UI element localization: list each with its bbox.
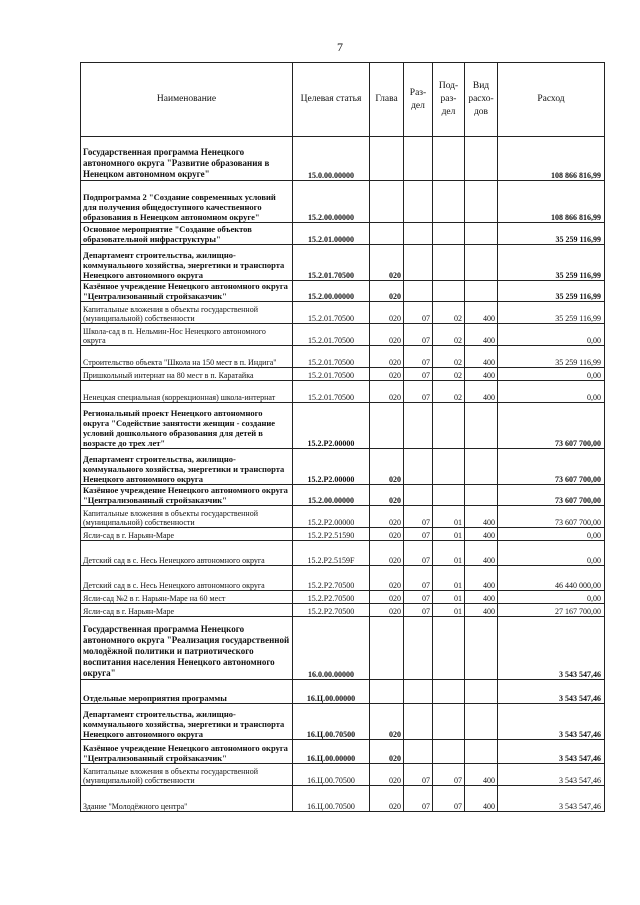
row-target: 16.Ц.00.00000 [293,740,370,764]
row-chapter: 020 [370,506,404,528]
row-chapter [370,181,404,223]
row-subsection [433,281,465,302]
row-chapter: 020 [370,368,404,381]
row-amount: 35 259 116,99 [498,302,605,324]
row-chapter: 020 [370,786,404,812]
row-section [404,617,433,680]
page-number: 7 [337,40,343,54]
row-section: 07 [404,346,433,368]
row-subsection: 02 [433,302,465,324]
row-section [404,704,433,740]
row-section [404,181,433,223]
row-subsection: 02 [433,381,465,403]
row-amount: 3 543 547,46 [498,617,605,680]
row-chapter [370,403,404,449]
row-target: 15.2.P2.51590 [293,528,370,541]
table-row [81,604,605,617]
row-subsection: 02 [433,368,465,381]
row-name: Подпрограмма 2 "Создание современных условий для получения общедоступного качественного образования в Ненецком автономном округе" [81,181,293,223]
row-amount: 73 607 700,00 [498,403,605,449]
row-subsection: 01 [433,591,465,604]
row-target: 16.Ц.00.70500 [293,764,370,786]
row-amount: 35 259 116,99 [498,223,605,245]
row-exp-type [465,740,498,764]
row-exp-type: 400 [465,604,498,617]
row-subsection [433,223,465,245]
row-section [404,281,433,302]
header-section: Раз- дел [404,63,433,137]
row-name: Капитальные вложения в объекты государственной (муниципальной) собственности [81,506,293,528]
row-name: Государственная программа Ненецкого автономного округа "Развитие образования в Ненецком автономном округе" [81,137,293,181]
row-name: Отдельные мероприятия программы [81,680,293,704]
header-amount: Расход [498,63,605,137]
row-exp-type: 400 [465,346,498,368]
row-section [404,449,433,485]
header-subsection: Под- раз- дел [433,63,465,137]
row-target: 15.2.01.70500 [293,368,370,381]
row-target: 16.Ц.00.70500 [293,704,370,740]
row-exp-type: 400 [465,786,498,812]
row-amount: 3 543 547,46 [498,680,605,704]
table-row [81,528,605,541]
table-row [81,346,605,368]
row-target: 15.2.P2.5159F [293,541,370,566]
row-amount: 0,00 [498,541,605,566]
row-chapter: 020 [370,566,404,591]
table-row [81,506,605,528]
row-subsection [433,485,465,506]
row-name: Казённое учреждение Ненецкого автономного округа "Централизованный стройзаказчик" [81,485,293,506]
row-exp-type [465,281,498,302]
row-target: 15.2.P2.00000 [293,403,370,449]
row-amount: 3 543 547,46 [498,786,605,812]
row-chapter: 020 [370,245,404,281]
row-name: Государственная программа Ненецкого автономного округа "Реализация государственной молодёжной политики и патриотического воспитания населения Ненецкого автономного округа" [81,617,293,680]
row-target: 15.2.P2.00000 [293,449,370,485]
row-exp-type: 400 [465,381,498,403]
row-target: 15.2.P2.00000 [293,506,370,528]
row-section: 07 [404,381,433,403]
row-target: 15.2.01.70500 [293,245,370,281]
row-exp-type: 400 [465,528,498,541]
row-name: Казённое учреждение Ненецкого автономного округа "Централизованный стройзаказчик" [81,281,293,302]
row-chapter: 020 [370,485,404,506]
row-name: Казённое учреждение Ненецкого автономного округа "Централизованный стройзаказчик" [81,740,293,764]
row-exp-type [465,403,498,449]
row-subsection: 02 [433,324,465,346]
row-subsection [433,617,465,680]
row-chapter: 020 [370,764,404,786]
row-subsection: 01 [433,528,465,541]
row-target: 15.2.00.00000 [293,181,370,223]
row-exp-type: 400 [465,506,498,528]
row-section: 07 [404,764,433,786]
header-exp-type: Вид расхо- дов [465,63,498,137]
row-section: 07 [404,506,433,528]
row-amount: 0,00 [498,324,605,346]
row-amount: 46 440 000,00 [498,566,605,591]
row-subsection [433,680,465,704]
row-amount: 35 259 116,99 [498,281,605,302]
row-chapter: 020 [370,346,404,368]
row-chapter: 020 [370,324,404,346]
row-exp-type [465,680,498,704]
row-exp-type [465,617,498,680]
row-exp-type: 400 [465,541,498,566]
row-subsection: 01 [433,604,465,617]
table-row [81,368,605,381]
table-row [81,223,605,245]
row-chapter [370,680,404,704]
table-header-row [81,63,605,137]
row-subsection [433,403,465,449]
row-section [404,403,433,449]
row-subsection: 01 [433,566,465,591]
row-amount: 0,00 [498,381,605,403]
row-target: 15.2.P2.70500 [293,604,370,617]
row-section: 07 [404,786,433,812]
row-amount: 0,00 [498,528,605,541]
table-row [81,449,605,485]
row-exp-type: 400 [465,324,498,346]
row-section [404,680,433,704]
row-subsection [433,181,465,223]
row-chapter: 020 [370,740,404,764]
row-subsection [433,449,465,485]
row-exp-type: 400 [465,368,498,381]
row-target: 16.Ц.00.00000 [293,680,370,704]
row-name: Основное мероприятие "Создание объектов образовательной инфраструктуры" [81,223,293,245]
row-exp-type: 400 [465,566,498,591]
row-section: 07 [404,528,433,541]
row-exp-type [465,485,498,506]
row-amount: 0,00 [498,591,605,604]
row-name: Школа-сад в п. Нельмин-Нос Ненецкого автономного округа [81,324,293,346]
row-chapter: 020 [370,381,404,403]
row-amount: 73 607 700,00 [498,449,605,485]
row-amount: 73 607 700,00 [498,506,605,528]
row-subsection: 07 [433,764,465,786]
row-chapter: 020 [370,449,404,485]
row-chapter: 020 [370,541,404,566]
row-chapter: 020 [370,302,404,324]
table-row [81,403,605,449]
header-name: Наименование [81,63,293,137]
table-row [81,591,605,604]
table-row [81,181,605,223]
row-target: 15.2.01.70500 [293,324,370,346]
row-target: 15.2.P2.70500 [293,566,370,591]
row-name: Здание "Молодёжного центра" [81,786,293,812]
table-row [81,324,605,346]
row-amount: 35 259 116,99 [498,245,605,281]
table-row [81,786,605,812]
table-row [81,764,605,786]
table-row [81,566,605,591]
row-name: Капитальные вложения в объекты государственной (муниципальной) собственности [81,764,293,786]
row-target: 15.2.01.70500 [293,346,370,368]
row-chapter: 020 [370,704,404,740]
row-amount: 108 866 816,99 [498,137,605,181]
row-chapter: 020 [370,281,404,302]
row-subsection [433,137,465,181]
row-target: 15.2.01.70500 [293,302,370,324]
row-exp-type [465,704,498,740]
row-name: Департамент строительства, жилищно-коммунального хозяйства, энергетики и транспорта Ненецкого автономного округа [81,704,293,740]
row-exp-type [465,223,498,245]
row-name: Пришкольный интернат на 80 мест в п. Каратайка [81,368,293,381]
row-subsection: 01 [433,506,465,528]
row-chapter: 020 [370,604,404,617]
row-subsection: 02 [433,346,465,368]
row-section: 07 [404,324,433,346]
table-row [81,680,605,704]
row-name: Строительство объекта "Школа на 150 мест в п. Индига" [81,346,293,368]
table-row [81,704,605,740]
row-target: 15.2.01.00000 [293,223,370,245]
row-target: 16.0.00.00000 [293,617,370,680]
row-section: 07 [404,368,433,381]
row-exp-type: 400 [465,302,498,324]
row-exp-type [465,449,498,485]
row-name: Ясли-сад №2 в г. Нарьян-Маре на 60 мест [81,591,293,604]
row-target: 15.0.00.00000 [293,137,370,181]
row-name: Департамент строительства, жилищно-коммунального хозяйства, энергетики и транспорта Ненецкого автономного округа [81,449,293,485]
row-chapter: 020 [370,591,404,604]
row-subsection: 07 [433,786,465,812]
row-section: 07 [404,541,433,566]
row-name: Детский сад в с. Несь Ненецкого автономного округа [81,541,293,566]
table-row [81,485,605,506]
row-name: Детский сад в с. Несь Ненецкого автономного округа [81,566,293,591]
table-row [81,245,605,281]
row-section: 07 [404,591,433,604]
row-section [404,245,433,281]
row-amount: 108 866 816,99 [498,181,605,223]
row-subsection [433,245,465,281]
row-chapter: 020 [370,528,404,541]
row-name: Капитальные вложения в объекты государственной (муниципальной) собственности [81,302,293,324]
table-row [81,740,605,764]
row-chapter [370,617,404,680]
row-target: 15.2.P2.70500 [293,591,370,604]
expenditure-table [80,62,605,812]
row-chapter [370,137,404,181]
table-row [81,541,605,566]
table-row [81,281,605,302]
row-section [404,223,433,245]
row-section [404,740,433,764]
row-name: Департамент строительства, жилищно-коммунального хозяйства, энергетики и транспорта Ненецкого автономного округа [81,245,293,281]
row-exp-type [465,245,498,281]
row-subsection: 01 [433,541,465,566]
row-name: Ясли-сад в г. Нарьян-Маре [81,604,293,617]
row-amount: 3 543 547,46 [498,764,605,786]
row-subsection [433,704,465,740]
row-amount: 73 607 700,00 [498,485,605,506]
table-row [81,137,605,181]
header-target: Целевая статья [293,63,370,137]
row-target: 15.2.00.00000 [293,281,370,302]
row-section: 07 [404,302,433,324]
row-target: 15.2.00.00000 [293,485,370,506]
row-amount: 0,00 [498,368,605,381]
row-target: 16.Ц.00.70500 [293,786,370,812]
row-exp-type [465,181,498,223]
header-chapter: Глава [370,63,404,137]
row-name: Ненецкая специальная (коррекционная) школа-интернат [81,381,293,403]
row-target: 15.2.01.70500 [293,381,370,403]
row-amount: 3 543 547,46 [498,740,605,764]
table-row [81,381,605,403]
row-exp-type: 400 [465,764,498,786]
row-exp-type: 400 [465,591,498,604]
row-section: 07 [404,566,433,591]
row-amount: 3 543 547,46 [498,704,605,740]
row-amount: 35 259 116,99 [498,346,605,368]
table-row [81,302,605,324]
row-amount: 27 167 700,00 [498,604,605,617]
row-section: 07 [404,604,433,617]
row-name: Ясли-сад в г. Нарьян-Маре [81,528,293,541]
row-chapter [370,223,404,245]
row-name: Региональный проект Ненецкого автономного округа "Содействие занятости женщин - создание условий дошкольного образования для детей в возрасте до трех лет" [81,403,293,449]
row-exp-type [465,137,498,181]
row-section [404,137,433,181]
row-subsection [433,740,465,764]
table-row [81,617,605,680]
row-section [404,485,433,506]
